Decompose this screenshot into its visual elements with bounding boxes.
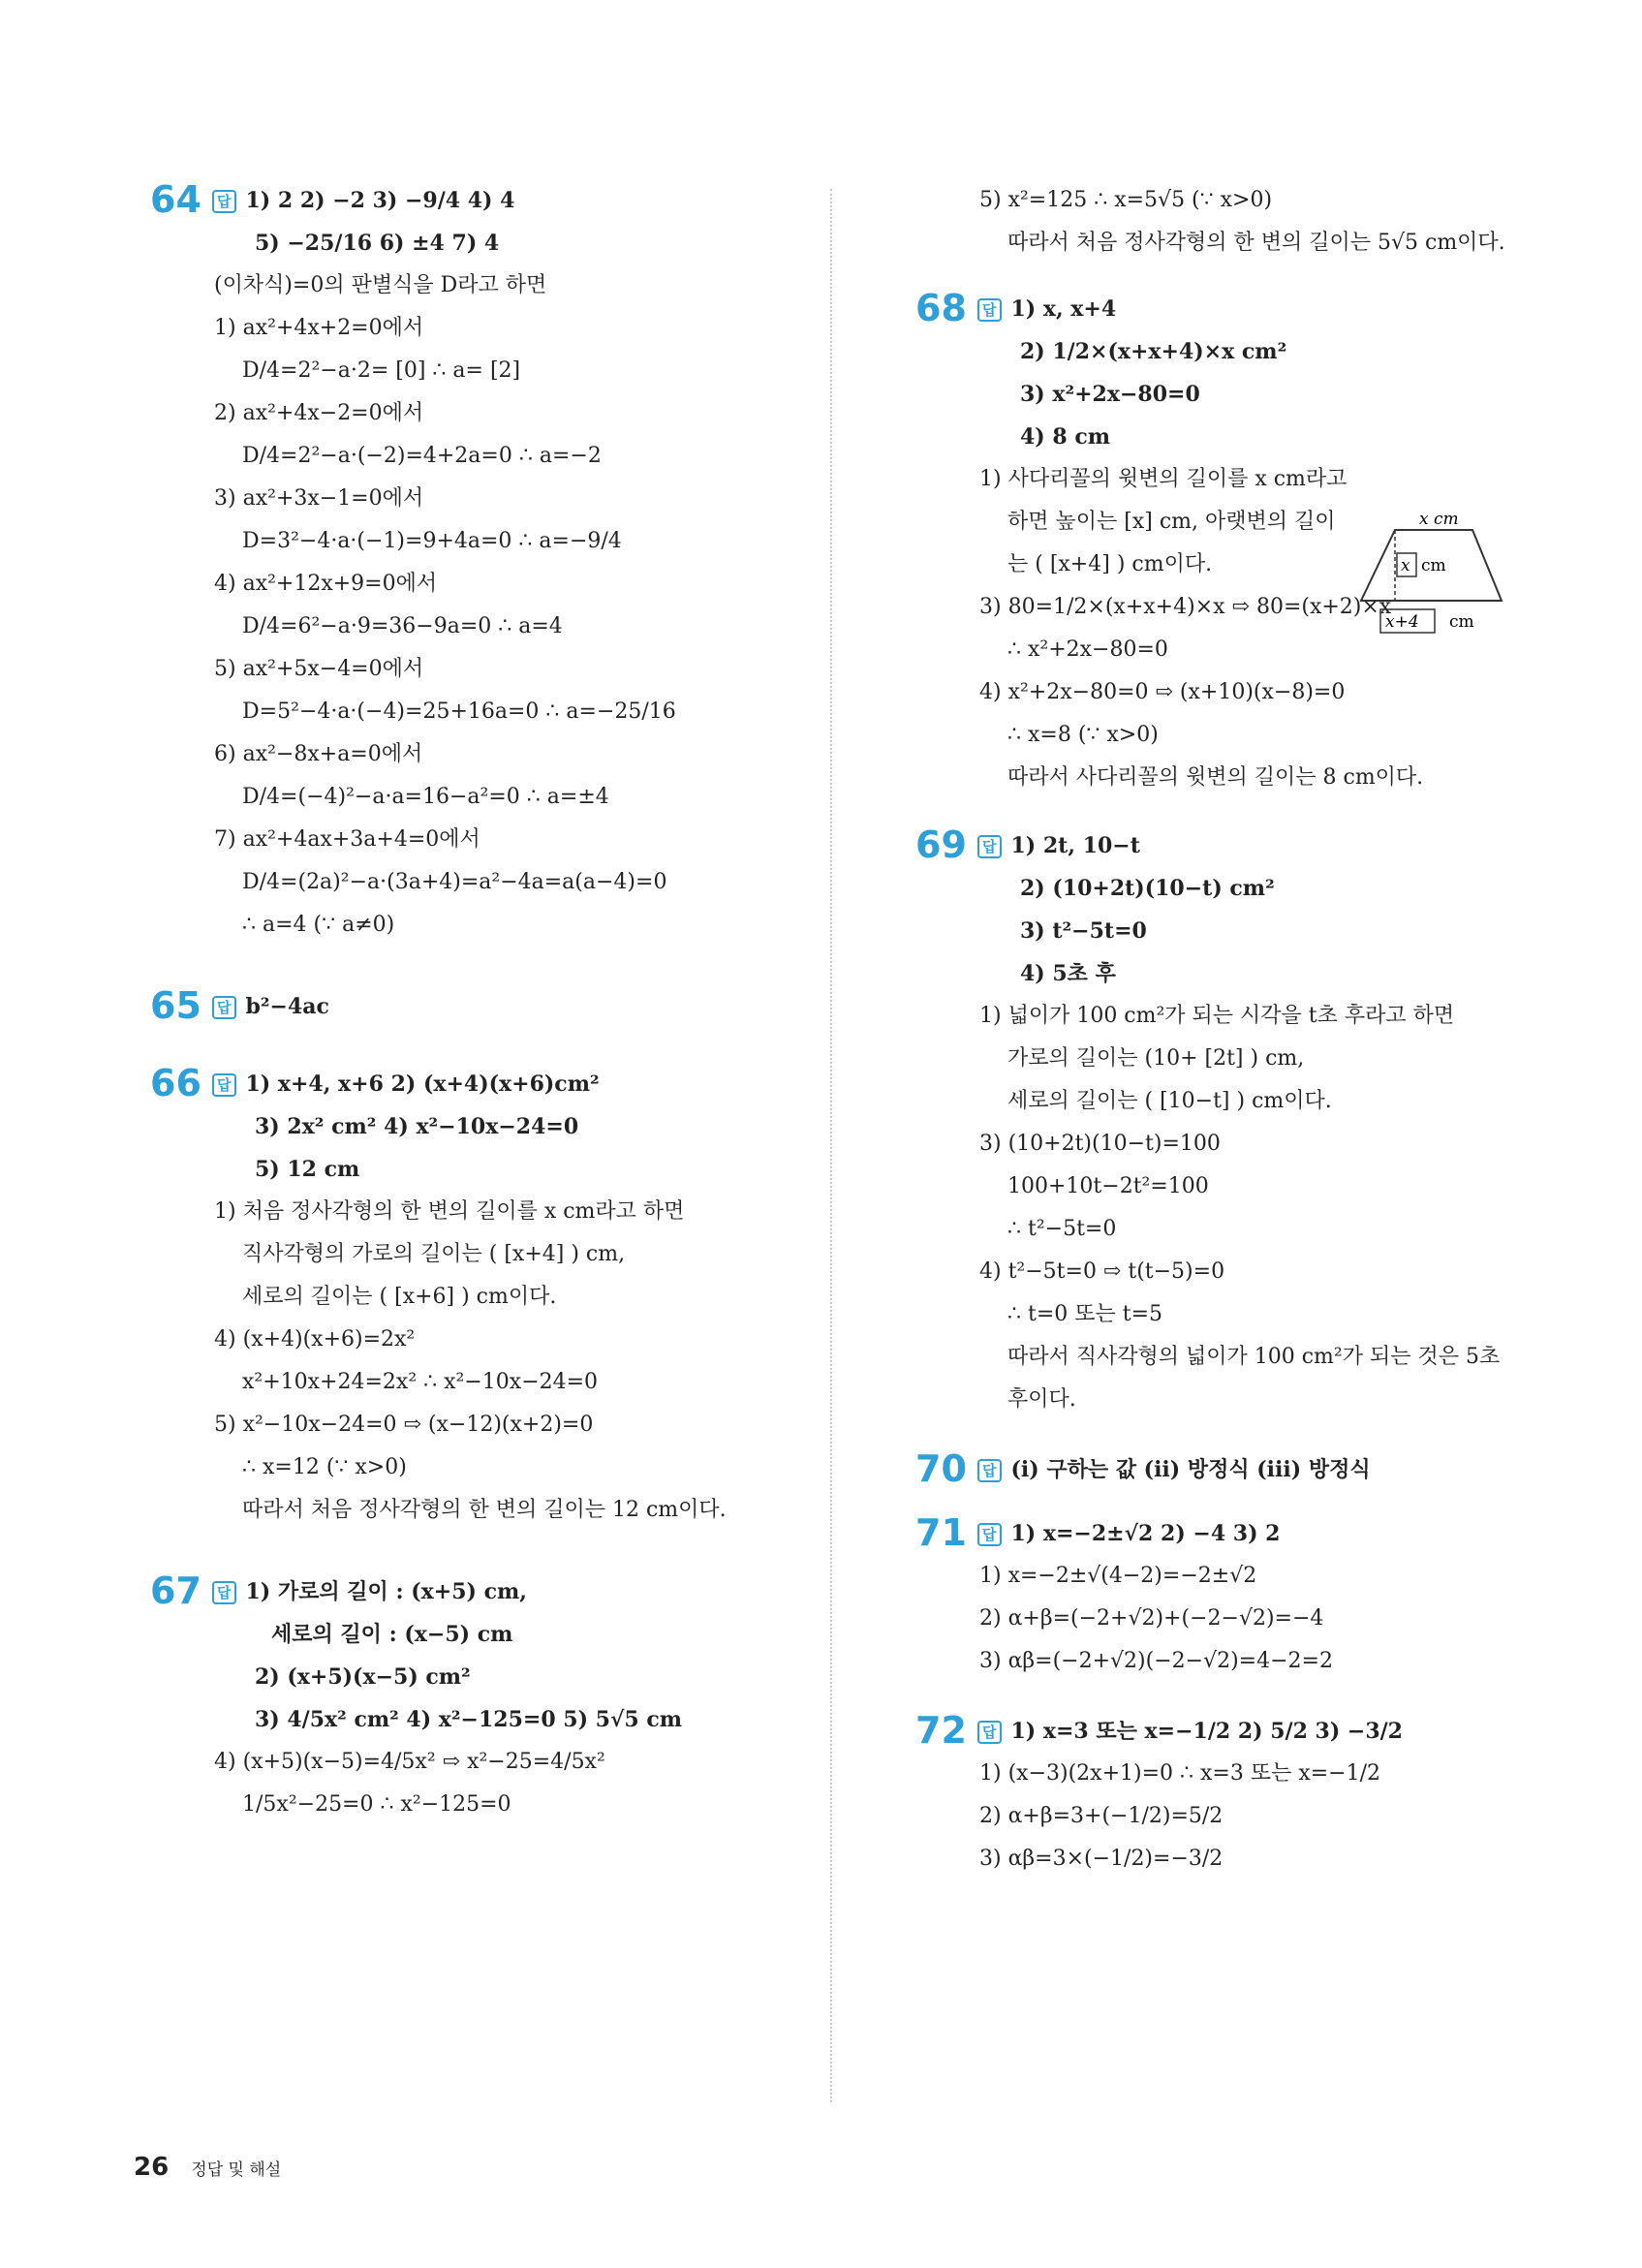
solution-line: 7) ax²+4ax+3a+4=0에서 (214, 827, 480, 852)
solution-line: 4) (x+5)(x−5)=4/5x² ⇨ x²−25=4/5x² (214, 1750, 605, 1774)
problem-number: 69 (915, 823, 967, 866)
solution-line: 5) 12 cm (255, 1157, 360, 1182)
height-label: x (1401, 556, 1410, 575)
solution-line: ∴ t=0 또는 t=5 (1007, 1302, 1163, 1326)
solution-line: D/4=2²−a·2= [0] ∴ a= [2] (242, 358, 521, 383)
solution-line: 1) (x−3)(2x+1)=0 ∴ x=3 또는 x=−1/2 (979, 1761, 1381, 1786)
problem-block (150, 179, 819, 947)
solution-line: 따라서 처음 정사각형의 한 변의 길이는 12 cm이다. (242, 1498, 727, 1522)
answer-badge: 답 (977, 835, 1002, 858)
problem-block (915, 1448, 1516, 1491)
solution-line: x²+10x+24=2x² ∴ x²−10x−24=0 (242, 1370, 599, 1394)
solution-line: 1) 처음 정사각형의 한 변의 길이를 x cm라고 하면 (214, 1199, 685, 1224)
answer-badge: 답 (977, 1459, 1002, 1482)
page-footer (134, 2153, 281, 2182)
problem-block (915, 1512, 1516, 1683)
answer-badge: 답 (212, 1581, 236, 1604)
solution-line: 따라서 사다리꼴의 윗변의 길이는 8 cm이다. (1007, 765, 1424, 790)
answer-line: (i) 구하는 값 (ii) 방정식 (iii) 방정식 (1010, 1457, 1371, 1482)
solution-line: 6) ax²−8x+a=0에서 (214, 742, 423, 766)
solution-line: 4) x²+2x−80=0 ⇨ (x+10)(x−8)=0 (979, 680, 1346, 704)
answer-line: 1) 2t, 10−t (1010, 833, 1140, 858)
height-unit: cm (1421, 556, 1446, 575)
answer-badge: 답 (977, 1721, 1002, 1744)
solution-line: 2) 1/2×(x+x+4)×x cm² (1020, 339, 1287, 364)
problem-number: 64 (150, 178, 201, 221)
answer-badge: 답 (212, 1073, 236, 1097)
solution-line: 2) ax²+4x−2=0에서 (214, 401, 424, 425)
solution-line: D/4=6²−a·9=36−9a=0 ∴ a=4 (242, 614, 563, 638)
problem-number: 65 (150, 984, 201, 1027)
column-divider (830, 189, 832, 2102)
answer-line: b²−4ac (245, 994, 329, 1019)
answer-badge: 답 (212, 190, 236, 213)
solution-line: 4) 8 cm (1020, 424, 1111, 450)
solution-line: 4) t²−5t=0 ⇨ t(t−5)=0 (979, 1259, 1225, 1284)
solution-line: 2) (x+5)(x−5) cm² (255, 1664, 471, 1690)
solution-line: 1) ax²+4x+2=0에서 (214, 316, 424, 340)
problem-number: 68 (915, 287, 967, 329)
solution-line: 5) ax²+5x−4=0에서 (214, 657, 424, 681)
solution-line: D=3²−4·a·(−1)=9+4a=0 ∴ a=−9/4 (242, 529, 622, 553)
footer-title: 정답 및 해설 (191, 2160, 282, 2180)
solution-line: 5) x²=125 ∴ x=5√5 (∵ x>0) (979, 188, 1273, 212)
solution-line: 따라서 처음 정사각형의 한 변의 길이는 5√5 cm이다. (1007, 231, 1505, 255)
problem-block (915, 179, 1516, 264)
answer-line: 1) x, x+4 (1010, 296, 1117, 322)
solution-line: 2) α+β=3+(−1/2)=5/2 (979, 1804, 1224, 1828)
solution-line: ∴ x=12 (∵ x>0) (242, 1455, 407, 1479)
answer-badge: 답 (977, 1523, 1002, 1546)
top-label: x cm (1419, 510, 1459, 529)
solution-line: 1) 사다리꼴의 윗변의 길이를 x cm라고 (979, 467, 1348, 491)
solution-line: 5) −25/16 6) ±4 7) 4 (255, 231, 500, 256)
problem-block (150, 985, 819, 1028)
problem-number: 67 (150, 1569, 201, 1612)
problem-block (150, 1570, 819, 1826)
problem-block (150, 1063, 819, 1532)
answer-badge: 답 (977, 298, 1002, 322)
bottom-unit: cm (1449, 612, 1474, 632)
solution-line: 2) (10+2t)(10−t) cm² (1020, 876, 1275, 901)
solution-line: ∴ a=4 (∵ a≠0) (242, 913, 395, 937)
left-column (150, 179, 819, 1826)
solution-line: D/4=2²−a·(−2)=4+2a=0 ∴ a=−2 (242, 444, 602, 468)
solution-line: 5) x²−10x−24=0 ⇨ (x−12)(x+2)=0 (214, 1413, 594, 1437)
solution-line: 세로의 길이는 ( [10−t] ) cm이다. (1007, 1089, 1332, 1113)
solution-line: 4) 5초 후 (1020, 961, 1116, 986)
solution-line: (이차식)=0의 판별식을 D라고 하면 (214, 273, 547, 297)
solution-line: 3) (10+2t)(10−t)=100 (979, 1132, 1221, 1156)
solution-line: 3) 80=1/2×(x+x+4)×x ⇨ 80=(x+2)×x (979, 595, 1392, 619)
trapezoid-diagram (1356, 509, 1511, 639)
solution-line: 가로의 길이는 (10+ [2t] ) cm, (1007, 1046, 1305, 1071)
right-column (915, 179, 1516, 1880)
solution-line: 3) ax²+3x−1=0에서 (214, 486, 424, 511)
problem-block (915, 824, 1516, 1421)
solution-line: ∴ x²+2x−80=0 (1007, 637, 1168, 662)
answer-line: 1) x=−2±√2 2) −4 3) 2 (1010, 1521, 1281, 1546)
solution-line: 1) x=−2±√(4−2)=−2±√2 (979, 1564, 1257, 1588)
answer-badge: 답 (212, 996, 236, 1019)
problem-block (915, 1710, 1516, 1880)
solution-line: 4) ax²+12x+9=0에서 (214, 572, 438, 596)
problem-number: 66 (150, 1062, 201, 1104)
solution-line: 3) 4/5x² cm² 4) x²−125=0 5) 5√5 cm (255, 1707, 683, 1732)
problem-number: 72 (915, 1709, 967, 1752)
solution-line: 1) 넓이가 100 cm²가 되는 시각을 t초 후라고 하면 (979, 1004, 1455, 1028)
solution-line: D=5²−4·a·(−4)=25+16a=0 ∴ a=−25/16 (242, 699, 676, 724)
solution-line: 세로의 길이 : (x−5) cm (271, 1622, 513, 1647)
solution-line: D/4=(2a)²−a·(3a+4)=a²−4a=a(a−4)=0 (242, 870, 667, 894)
solution-line: ∴ t²−5t=0 (1007, 1217, 1117, 1241)
solution-line: 3) t²−5t=0 (1020, 918, 1147, 944)
solution-line: 세로의 길이는 ( [x+6] ) cm이다. (242, 1285, 557, 1309)
solution-line: 3) 2x² cm² 4) x²−10x−24=0 (255, 1114, 579, 1139)
solution-line: 4) (x+4)(x+6)=2x² (214, 1327, 416, 1351)
solution-line: 하면 높이는 [x] cm, 아랫변의 길이 (1007, 510, 1336, 534)
solution-line: 100+10t−2t²=100 (1007, 1174, 1209, 1198)
solution-line: 3) αβ=3×(−1/2)=−3/2 (979, 1847, 1224, 1871)
answer-line: 1) 2 2) −2 3) −9/4 4) 4 (245, 188, 515, 213)
solution-line: 3) αβ=(−2+√2)(−2−√2)=4−2=2 (979, 1649, 1333, 1673)
solution-line: 따라서 직사각형의 넓이가 100 cm²가 되는 것은 5초 (1007, 1345, 1501, 1369)
answer-line: 1) 가로의 길이 : (x+5) cm, (245, 1579, 527, 1604)
solution-line: 3) x²+2x−80=0 (1020, 382, 1200, 407)
solution-line: 1/5x²−25=0 ∴ x²−125=0 (242, 1792, 511, 1817)
solution-line: D/4=(−4)²−a·a=16−a²=0 ∴ a=±4 (242, 785, 609, 809)
problem-number: 70 (915, 1447, 967, 1490)
bottom-label: x+4 (1385, 612, 1419, 632)
answer-line: 1) x=3 또는 x=−1/2 2) 5/2 3) −3/2 (1010, 1719, 1403, 1744)
solution-line: ∴ x=8 (∵ x>0) (1007, 723, 1159, 747)
solution-line: 는 ( [x+4] ) cm이다. (1007, 552, 1213, 576)
solution-line: 직사각형의 가로의 길이는 ( [x+4] ) cm, (242, 1242, 626, 1266)
problem-number: 71 (915, 1511, 967, 1554)
answer-line: 1) x+4, x+6 2) (x+4)(x+6)cm² (245, 1072, 600, 1097)
page-number: 26 (134, 2153, 170, 2182)
solution-line: 2) α+β=(−2+√2)+(−2−√2)=−4 (979, 1606, 1324, 1631)
solution-line: 후이다. (1007, 1387, 1076, 1412)
